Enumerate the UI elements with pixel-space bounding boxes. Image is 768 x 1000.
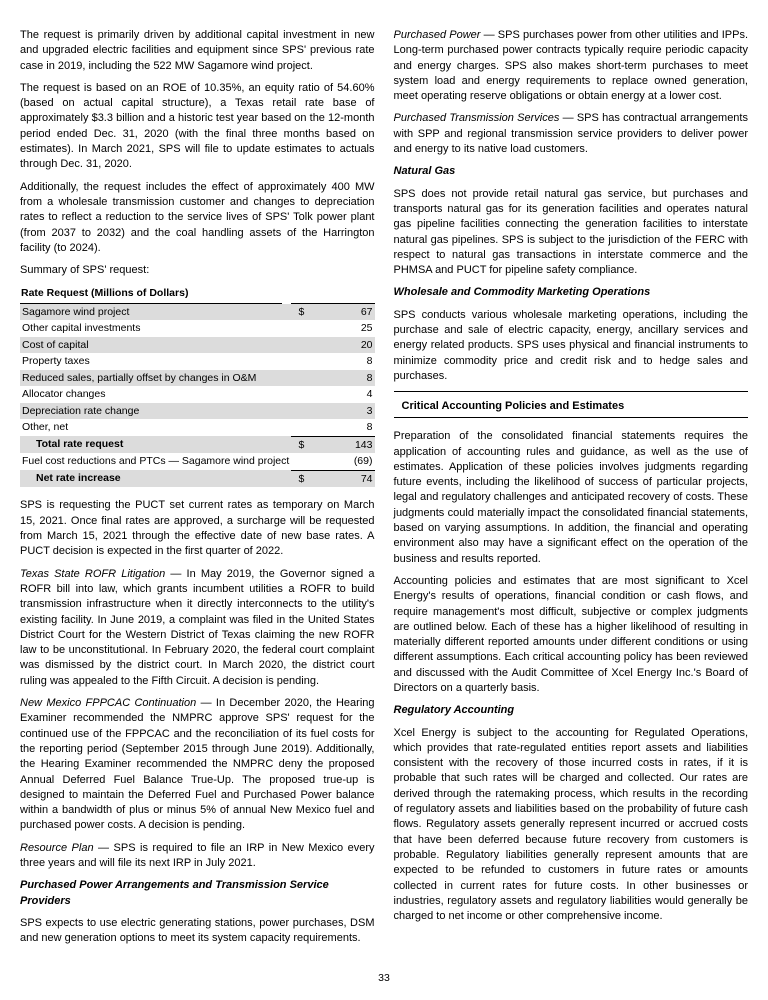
currency-symbol: $ — [298, 472, 305, 485]
page-number: 33 — [378, 972, 390, 984]
heading-regulatory-accounting: Regulatory Accounting — [393, 704, 515, 717]
table-row — [20, 453, 375, 470]
currency-symbol: $ — [298, 305, 305, 318]
table-row-label: Net rate increase — [36, 471, 121, 484]
table-row-amount: 143 — [354, 438, 373, 451]
paragraph: SPS expects to use electric generating stations, power purchases, DSM and new generation options to meet its system capacity requirements. — [20, 916, 375, 945]
table-row — [20, 370, 375, 387]
paragraph: SPS does not provide retail natural gas service, but purchases and transports natural gas for its generation facilities and operates natural gas pipeline facilities connecting the generation facilities to interstate natural gas pipelines. SPS is subject to the jurisdiction of the FERC with respect to natural gas transactions in interstate commerce and the PHMSA and PUCT for pipeline safety compliance. — [393, 187, 748, 277]
table-row-label: Property taxes — [22, 355, 90, 368]
paragraph-lead: Texas State ROFR Litigation — [20, 567, 166, 580]
section-header-critical-accounting: Critical Accounting Policies and Estimates — [394, 391, 749, 418]
table-row-amount: 4 — [366, 388, 373, 401]
table-row-amount: 20 — [360, 338, 373, 351]
paragraph-body: — SPS has contractual arrangements with SPP and regional transmission service providers to deliver power and energy to its native load customers. — [393, 112, 748, 156]
table-row-net — [20, 470, 375, 488]
paragraph: SPS is requesting the PUCT set current rates as temporary on March 15, 2021. Once final rates are approved, a surcharge will be requested from March 15, 2021 through the effective date of new base rates. A PUCT decision is expected in the first quarter of 2022. — [20, 499, 375, 558]
paragraph-body: — In May 2019, the Governor signed a ROFR bill into law, which grants incumbent utilities a ROFR to build transmission infrastructure when it directly interconnects to the utility's existing facility. In June 2019, a complaint was filed in the United States District Court for the Western District of Texas claiming the new ROFR law to be unconstitutional. In February 2020, the federal court complaint was dismissed by the district court. In March 2020, the district court ruling was appealed to the Fifth Circuit. A decision is pending. — [20, 567, 375, 687]
paragraph-lead: Resource Plan — [20, 841, 94, 854]
table-row-label: Cost of capital — [22, 338, 89, 351]
table-row-value — [291, 436, 375, 454]
table-row-label: Fuel cost reductions and PTCs — Sagamore wind project — [22, 455, 290, 468]
table-row — [20, 403, 375, 420]
table-row-amount: (69) — [353, 455, 373, 468]
paragraph-body: — SPS is required to file an IRP in New Mexico every three years and will file its next IRP in July 2021. — [20, 841, 375, 869]
paragraph — [20, 567, 375, 689]
paragraph-body: — In December 2020, the Hearing Examiner recommended the NMPRC approve SPS' request for the continued use of the FPPCAC and the reconciliation of its fuel costs for the reporting period (September 2015 through June 2019). Additionally, the Hearing Examiner recommended the NMPRC deny the proposed Annual Deferred Fuel Balance True-Up. The proposed true-up is designed to maintain the Deferred Fuel and Purchased Power balance within a bandwidth of plus or minus 5% of annual New Mexico fuel and purchased power costs. A decision is pending. — [20, 697, 375, 832]
paragraph — [394, 111, 749, 157]
table-row — [20, 353, 375, 370]
table-body — [20, 304, 375, 488]
table-row-amount: 67 — [360, 305, 373, 318]
table-row-value — [291, 353, 375, 370]
table-title: Rate Request (Millions of Dollars) — [20, 285, 282, 304]
paragraph: SPS conducts various wholesale marketing operations, including the purchase and sale of electric capacity, energy, ancillary services and energy related products. SPS uses physical and financial instruments to minimize commodity price and credit risk and to hedge sales and purchases. — [393, 308, 748, 382]
table-row-label: Depreciation rate change — [22, 404, 140, 417]
table-row-value — [291, 320, 375, 337]
paragraph-lead: New Mexico FPPCAC Continuation — [20, 697, 197, 710]
paragraph — [20, 841, 375, 872]
table-row-amount: 3 — [366, 404, 373, 417]
table-row — [20, 386, 375, 403]
table-row-value — [291, 470, 375, 488]
table-row-amount: 25 — [360, 322, 373, 335]
table-row-amount: 74 — [360, 472, 373, 485]
table-row-value — [291, 386, 375, 403]
paragraph-body: — SPS purchases power from other utilities and IPPs. Long-term purchased power contracts typically require periodic capacity and energy charges. SPS also makes short-term purchases to meet system load and energy requirements to replace owned generation, meet operating reserve obligations or obtain energy at a lower cost. — [393, 29, 748, 103]
paragraph: Xcel Energy is subject to the accounting for Regulated Operations, which provides that rate-regulated entities report assets and liabilities consistent with the recovery of those incurred costs in rates, if it is probable that such rates will be charged and collected. Our rates are derived through the ratemaking process, which results in the recording of regulatory assets and liabilities based on the probability of future cash flows. Regulatory assets generally represent incurred or accrued costs that have been deferred because future recovery from customers is probable. Regulatory liabilities generally represent amounts that are expected to be refunded to customers in future rates or amounts collected in current rates for future costs. In other businesses or industries, regulatory assets and regulatory liabilities would generally be charged to net income or other comprehensive income. — [393, 726, 748, 923]
table-row-value — [291, 419, 375, 436]
heading-natural-gas: Natural Gas — [393, 165, 456, 178]
paragraph: The request is primarily driven by additional capital investment in new and upgraded electric facilities and equipment since SPS' previous rate case in 2019, including the 522 MW Sagamore wind project. — [20, 29, 375, 72]
table-row-label: Other capital investments — [22, 322, 141, 335]
table-row-value — [291, 403, 375, 420]
table-row-amount: 8 — [366, 355, 373, 368]
table-row — [20, 320, 375, 337]
paragraph: Summary of SPS' request: — [20, 264, 150, 277]
paragraph: Accounting policies and estimates that are most significant to Xcel Energy's results of operations, financial condition or cash flows, and require management's most difficult, subjective or complex judgments are outlined below. Each of these has a higher likelihood of resulting in materially different reported amounts under different conditions or using different assumptions. Each critical accounting policy has been reviewed and discussed with the Audit Committee of Xcel Energy Inc.'s Board of Directors on a quarterly basis. — [393, 574, 748, 694]
table-row-value — [291, 304, 375, 321]
table-row-value — [291, 453, 375, 470]
heading-wholesale-commodity-marketing: Wholesale and Commodity Marketing Operations — [393, 286, 651, 299]
paragraph-lead: Purchased Power — [393, 29, 481, 41]
right-column — [394, 28, 749, 953]
table-row-label: Other, net — [22, 421, 69, 434]
table-header-value-rule — [291, 285, 375, 304]
table-row — [20, 419, 375, 436]
heading-purchased-power-arrangements: Purchased Power Arrangements and Transmission Service Providers — [20, 879, 329, 907]
rate-request-table — [20, 285, 375, 487]
paragraph — [20, 696, 375, 834]
paragraph — [394, 28, 749, 104]
table-row-amount: 8 — [366, 421, 373, 434]
table-row-value — [291, 337, 375, 354]
currency-symbol: $ — [298, 438, 305, 451]
table-row-label: Total rate request — [36, 437, 124, 450]
paragraph: Preparation of the consolidated financial statements requires the application of accounting rules and guidance, as well as the use of estimates. Application of these policies involves judgments regarding future events, including the likelihood of success of particular projects, legal and regulatory challenges and anticipated recovery of costs. These judgments could materially impact the consolidated financial statements, based on varying assumptions. In addition, the financial and operating environment also may have a significant effect on the operation of the business and results reported. — [393, 430, 748, 565]
paragraph: The request is based on an ROE of 10.35%, an equity ratio of 54.60% (based on actual capital structure), a Texas retail rate base of approximately $3.3 billion and a historic test year based on the 12-month period ended Dec. 31, 2020 (with the final three months based on estimates). In March 2021, SPS will file to update estimates to actuals through Dec. 31, 2020. — [20, 81, 375, 171]
table-row-label: Sagamore wind project — [22, 305, 130, 318]
table-row — [20, 304, 375, 321]
table-header — [20, 285, 375, 304]
table-row-label: Allocator changes — [22, 388, 106, 401]
paragraph-lead: Purchased Transmission Services — [393, 112, 560, 125]
table-row-label: Reduced sales, partially offset by changes in O&M — [22, 371, 257, 384]
table-row-value — [291, 370, 375, 387]
table-row — [20, 337, 375, 354]
left-column — [20, 28, 375, 953]
table-row-amount: 8 — [366, 371, 373, 384]
paragraph: Additionally, the request includes the effect of approximately 400 MW from a wholesale transmission customer and changes to depreciation rates to reflect a reduction to the service lives of SPS' Tolk power plant (from 2037 to 2032) and the coal handling assets of the Harrington facility (to 2024). — [20, 180, 375, 254]
table-row-total — [20, 436, 375, 454]
